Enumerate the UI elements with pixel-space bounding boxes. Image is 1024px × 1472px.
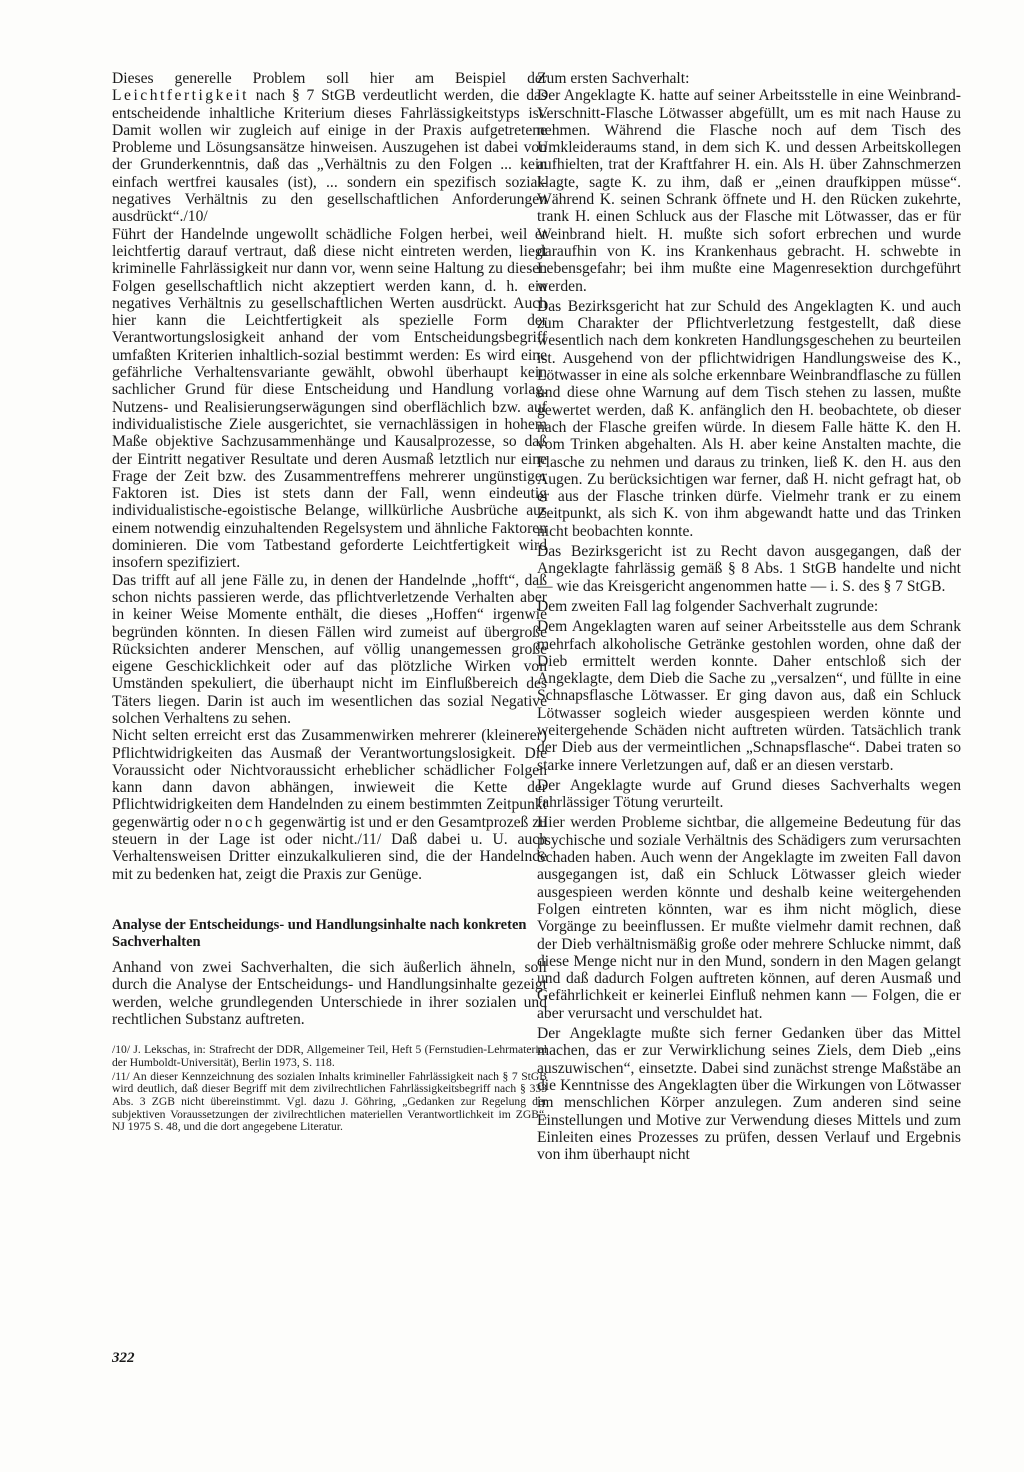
- footnote-10: /10/ J. Lekschas, in: Strafrecht der DDR, Allgemeiner Teil, Heft 5 (Fernstudien-Lehrmaterial der Humboldt-Universität), Berlin 1973, S. 118.: [112, 1043, 547, 1069]
- paragraph-analyse: Anhand von zwei Sachverhalten, die sich äußerlich ähneln, soll durch die Analyse der Entscheidungs- und Handlungsinhalte gezeigt werden, welche grundlegenden Unterschiede in ihrer sozialen und rechtlichen Substanz auftreten.: [112, 958, 547, 1028]
- paragraph-fahrlaessigkeit: Führt der Handelnde ungewollt schädliche Folgen herbei, weil er leichtfertig darauf vertraut, daß diese nicht eintreten werden, liegt kriminelle Fahrlässigkeit nur dann vor, wenn seine Haltung zu diesen Folgen gesellschaftlich nicht akzeptiert werden kann, d. h. ein negatives Verhältnis zu gesellschaftlichen Werten ausdrückt. Auch hier kann die Leichtfertigkeit als spezielle Form der Verantwortungslosigkeit anhand der vom Entscheidungsbegriff umfaßten Kriterien inhaltlich-sozial bestimmt werden: Es wird eine gefährliche Verhaltensvariante gewählt, obwohl überhaupt kein sachlicher Grund für diese Entscheidung und Handlung vorlag. Nutzens- und Realisierungserwägungen sind oberflächlich bzw. auf individualistische Ziele ausgerichtet, sie vernachlässigen in hohem Maße objektive Sachzusammenhänge und Kausalprozesse, so daß der Eintritt negativer Resultate und deren Ausmaß letztlich nur eine Frage der Zeit bzw. des Zusammentreffens mehrerer ungünstiger Faktoren ist. Dies ist stets dann der Fall, wenn eindeutig individualistische-egoistische Belange, willkürliche Ausbrüche aus einem notwendig einzuhaltenden Regelsystem und ähnliche Faktoren dominieren. Die vom Tatbestand geforderte Leichtfertigkeit wird insofern spezifiziert.: [112, 225, 547, 572]
- footnotes: [112, 1044, 547, 1134]
- left-column: [112, 70, 547, 1134]
- page-number: 322: [112, 1350, 135, 1366]
- paragraph-hoffen: Das trifft auf all jene Fälle zu, in denen der Handelnde „hofft“, daß schon nichts passieren werde, das pflichtverletzende Verhalten aber in keiner Weise Momente enthält, die dieses „Hoffen“ irgenwie begründen könnten. In diesen Fällen wird zumeist auf übergroße Rücksichten anderer Menschen, auf völlig unangemessen große eigene Geschicklichkeit oder auf das plötzliche Wirken von Umständen spekuliert, die überhaupt nicht im Einflußbereich des Täters liegen. Darin ist auch im wesentlichen das sozial Negative solchen Verhaltens zu sehen.: [112, 571, 547, 727]
- paragraph-verurteilung: Der Angeklagte wurde auf Grund dieses Sachverhalts wegen fahrlässiger Tötung verurteilt.: [537, 776, 961, 812]
- spaced-term-noch: noch: [224, 813, 265, 831]
- paragraph-zusammenwirken: Nicht selten erreicht erst das Zusammenwirken mehrerer (kleinerer) Pflichtwidrigkeiten das Ausmaß der Verantwortungslosigkeit. Die Voraussicht oder Nichtvoraussicht erheblicher schädlicher Folgen kann dann davon abhängen, inwieweit die Kette der Pflichtwidrigkeiten dem Handelnden zu einem bestimmten Zeitpunkt gegenwärtig oder noch gegenwärtig ist und er den Gesamtprozeß zu steuern in der Lage ist oder nicht./11/ Daß dabei u. U. auch Verhaltensweisen Dritter einzukalkulieren sind, die der Handelnde mit zu bedenken hat, zeigt die Praxis zur Genüge.: [112, 727, 547, 883]
- paragraph-sachverhalt-2: Dem Angeklagten waren auf seiner Arbeitsstelle aus dem Schrank mehrfach alkoholische Getränke gestohlen worden, ohne daß der Dieb ermittelt werden konnte. Daher entschloß sich der Angeklagte, dem Dieb die Sache zu „versalzen“, und füllte in eine Schnapsflasche Lötwasser. Er ging davon aus, daß ein Schluck Lötwasser sogleich wieder ausgespieen werden könnte und weitergehende Schäden nicht auftreten würden. Tatsächlich trank der Dieb aus der vermeintlichen „Schnapsflasche“. Dabei traten so starke innere Verletzungen auf, daß er an diesen verstarb.: [537, 618, 961, 774]
- paragraph-bezirksgericht-1: Das Bezirksgericht hat zur Schuld des Angeklagten K. und auch zum Charakter der Pflichtverletzung festgestellt, daß diese wesentlich nach dem konkreten Handlungsgeschehen zu beurteilen ist. Ausgehend von der pflichtwidrigen Handlungsweise des K., Lötwasser in eine als solche erkennbare Weinbrandflasche zu füllen und diese ohne Warnung auf dem Tisch stehen zu lassen, mußte gewertet werden, daß K. anfänglich den H. beobachtete, ob dieser nach der Flasche greifen würde. In diesem Falle hätte K. den H. vom Trinken abgehalten. Als H. aber keine Anstalten machte, die Flasche zu nehmen und daraus zu trinken, ließ K. den H. aus den Augen. Zu berücksichtigen war ferner, daß H. nicht gefragt hat, ob er aus der Flasche trinken dürfe. Vielmehr trank er zu einem Zeitpunkt, als sich K. von ihm abgewandt hatte und das Trinken nicht beobachten konnte.: [537, 297, 961, 540]
- paragraph-mittel: Der Angeklagte mußte sich ferner Gedanken über das Mittel machen, das er zur Verwirklichung seines Ziels, dem Dieb „eins auszuwischen“, einsetzte. Dabei sind zunächst strenge Maßstäbe an die Kenntnisse des Angeklagten über die Wirkungen von Lötwasser im menschlichen Körper anzulegen. Zum anderen sind seine Einstellungen und Motive zur Verwendung dieses Mittels und zum Einleiten eines Prozesses zu prüfen, dessen Verlauf und Ergebnis von ihm überhaupt nicht: [537, 1025, 961, 1164]
- paragraph-leichtfertigkeit-intro: Dieses generelle Problem soll hier am Beispiel der Leichtfertigkeit nach § 7 StGB verdeutlicht werden, die das entscheidende inhaltliche Kriterium dieses Fahrlässigkeitstyps ist. Damit wollen wir zugleich auf einige in der Praxis aufgetretene Probleme und Lösungsansätze hinweisen. Auszugehen ist dabei von der Grunderkenntnis, daß das „Verhältnis zu den Folgen ... kein einfach wertfrei kausales (ist), ... sondern ein spezifisch sozial-negatives Verhältnis zu den gesellschaftlichen Anforderungen ausdrückt“./10/: [112, 70, 547, 226]
- subheading-erster-sachverhalt: Zum ersten Sachverhalt:: [537, 70, 690, 87]
- right-column: [537, 70, 961, 1163]
- spaced-term-leichtfertigkeit: Leichtfertigkeit: [112, 87, 249, 105]
- section-heading: Analyse der Entscheidungs- und Handlungsinhalte nach konkreten Sachverhalten: [112, 916, 527, 950]
- paragraph-sachverhalt-1: Der Angeklagte K. hatte auf seiner Arbeitsstelle in eine Weinbrand-Verschnitt-Flasche Lötwasser abgefüllt, um es mit nach Hause zu nehmen. Während die Flasche noch auf dem Tisch des Umkleideraums stand, in dem sich K. und dessen Arbeitskollegen aufhielten, trat der Kraftfahrer H. ein. Als H. über Zahnschmerzen klagte, sagte K. zu ihm, daß er „einen draufkippen müsse“. Während K. seinen Schrank öffnete und H. den Rücken zukehrte, trank H. einen Schluck aus der Flasche mit Lötwasser, das er für Weinbrand hielt. H. mußte sich sofort erbrechen und wurde daraufhin von K. ins Krankenhaus gebracht. H. schwebte in Lebensgefahr; bei ihm mußte eine Magenresektion durchgeführt werden.: [537, 87, 961, 295]
- footnote-11: /11/ An dieser Kennzeichnung des sozialen Inhalts krimineller Fahrlässigkeit nach § 7 StGB wird deutlich, daß dieser Begriff mit dem zivilrechtlichen Fahrlässigkeitsbegriff nach § 333 Abs. 3 ZGB nicht übereinstimmt. Vgl. dazu J. Göhring, „Gedanken zur Regelung der subjektiven Voraussetzungen der zivilrechtlichen materiellen Verantwortlichkeit im ZGB“, NJ 1975 S. 48, und die dort angegebene Literatur.: [112, 1069, 547, 1134]
- paragraph-probleme: Hier werden Probleme sichtbar, die allgemeine Bedeutung für das psychische und soziale Verhältnis des Schädigers zum verursachten Schaden haben. Auch wenn der Angeklagte im zweiten Fall davon ausgegangen ist, daß ein Schluck Lötwasser gleich wieder ausgespieen werden könnte und deshalb keine weitergehenden Folgen eintreten könnten, war es ihm nicht möglich, diese Vorgänge zu beeinflussen. Er mußte vielmehr damit rechnen, daß der Dieb verhältnismäßig große oder mehrere Schlucke nimmt, daß diese Menge nicht nur in den Mund, sondern in den Magen gelangt und daß dadurch Folgen auftreten können, auf deren Ausmaß und Gefährlichkeit er keinerlei Einfluß nehmen kann — Folgen, die er aber verursacht und verschuldet hat.: [537, 814, 961, 1022]
- paragraph-zweiter-fall-intro: Dem zweiten Fall lag folgender Sachverhalt zugrunde:: [537, 597, 879, 615]
- paragraph-bezirksgericht-2: Das Bezirksgericht ist zu Recht davon ausgegangen, daß der Angeklagte fahrlässig gemäß § 8 Abs. 1 StGB handelte und nicht — wie das Kreisgericht angenommen hatte — i. S. des § 7 StGB.: [537, 543, 961, 595]
